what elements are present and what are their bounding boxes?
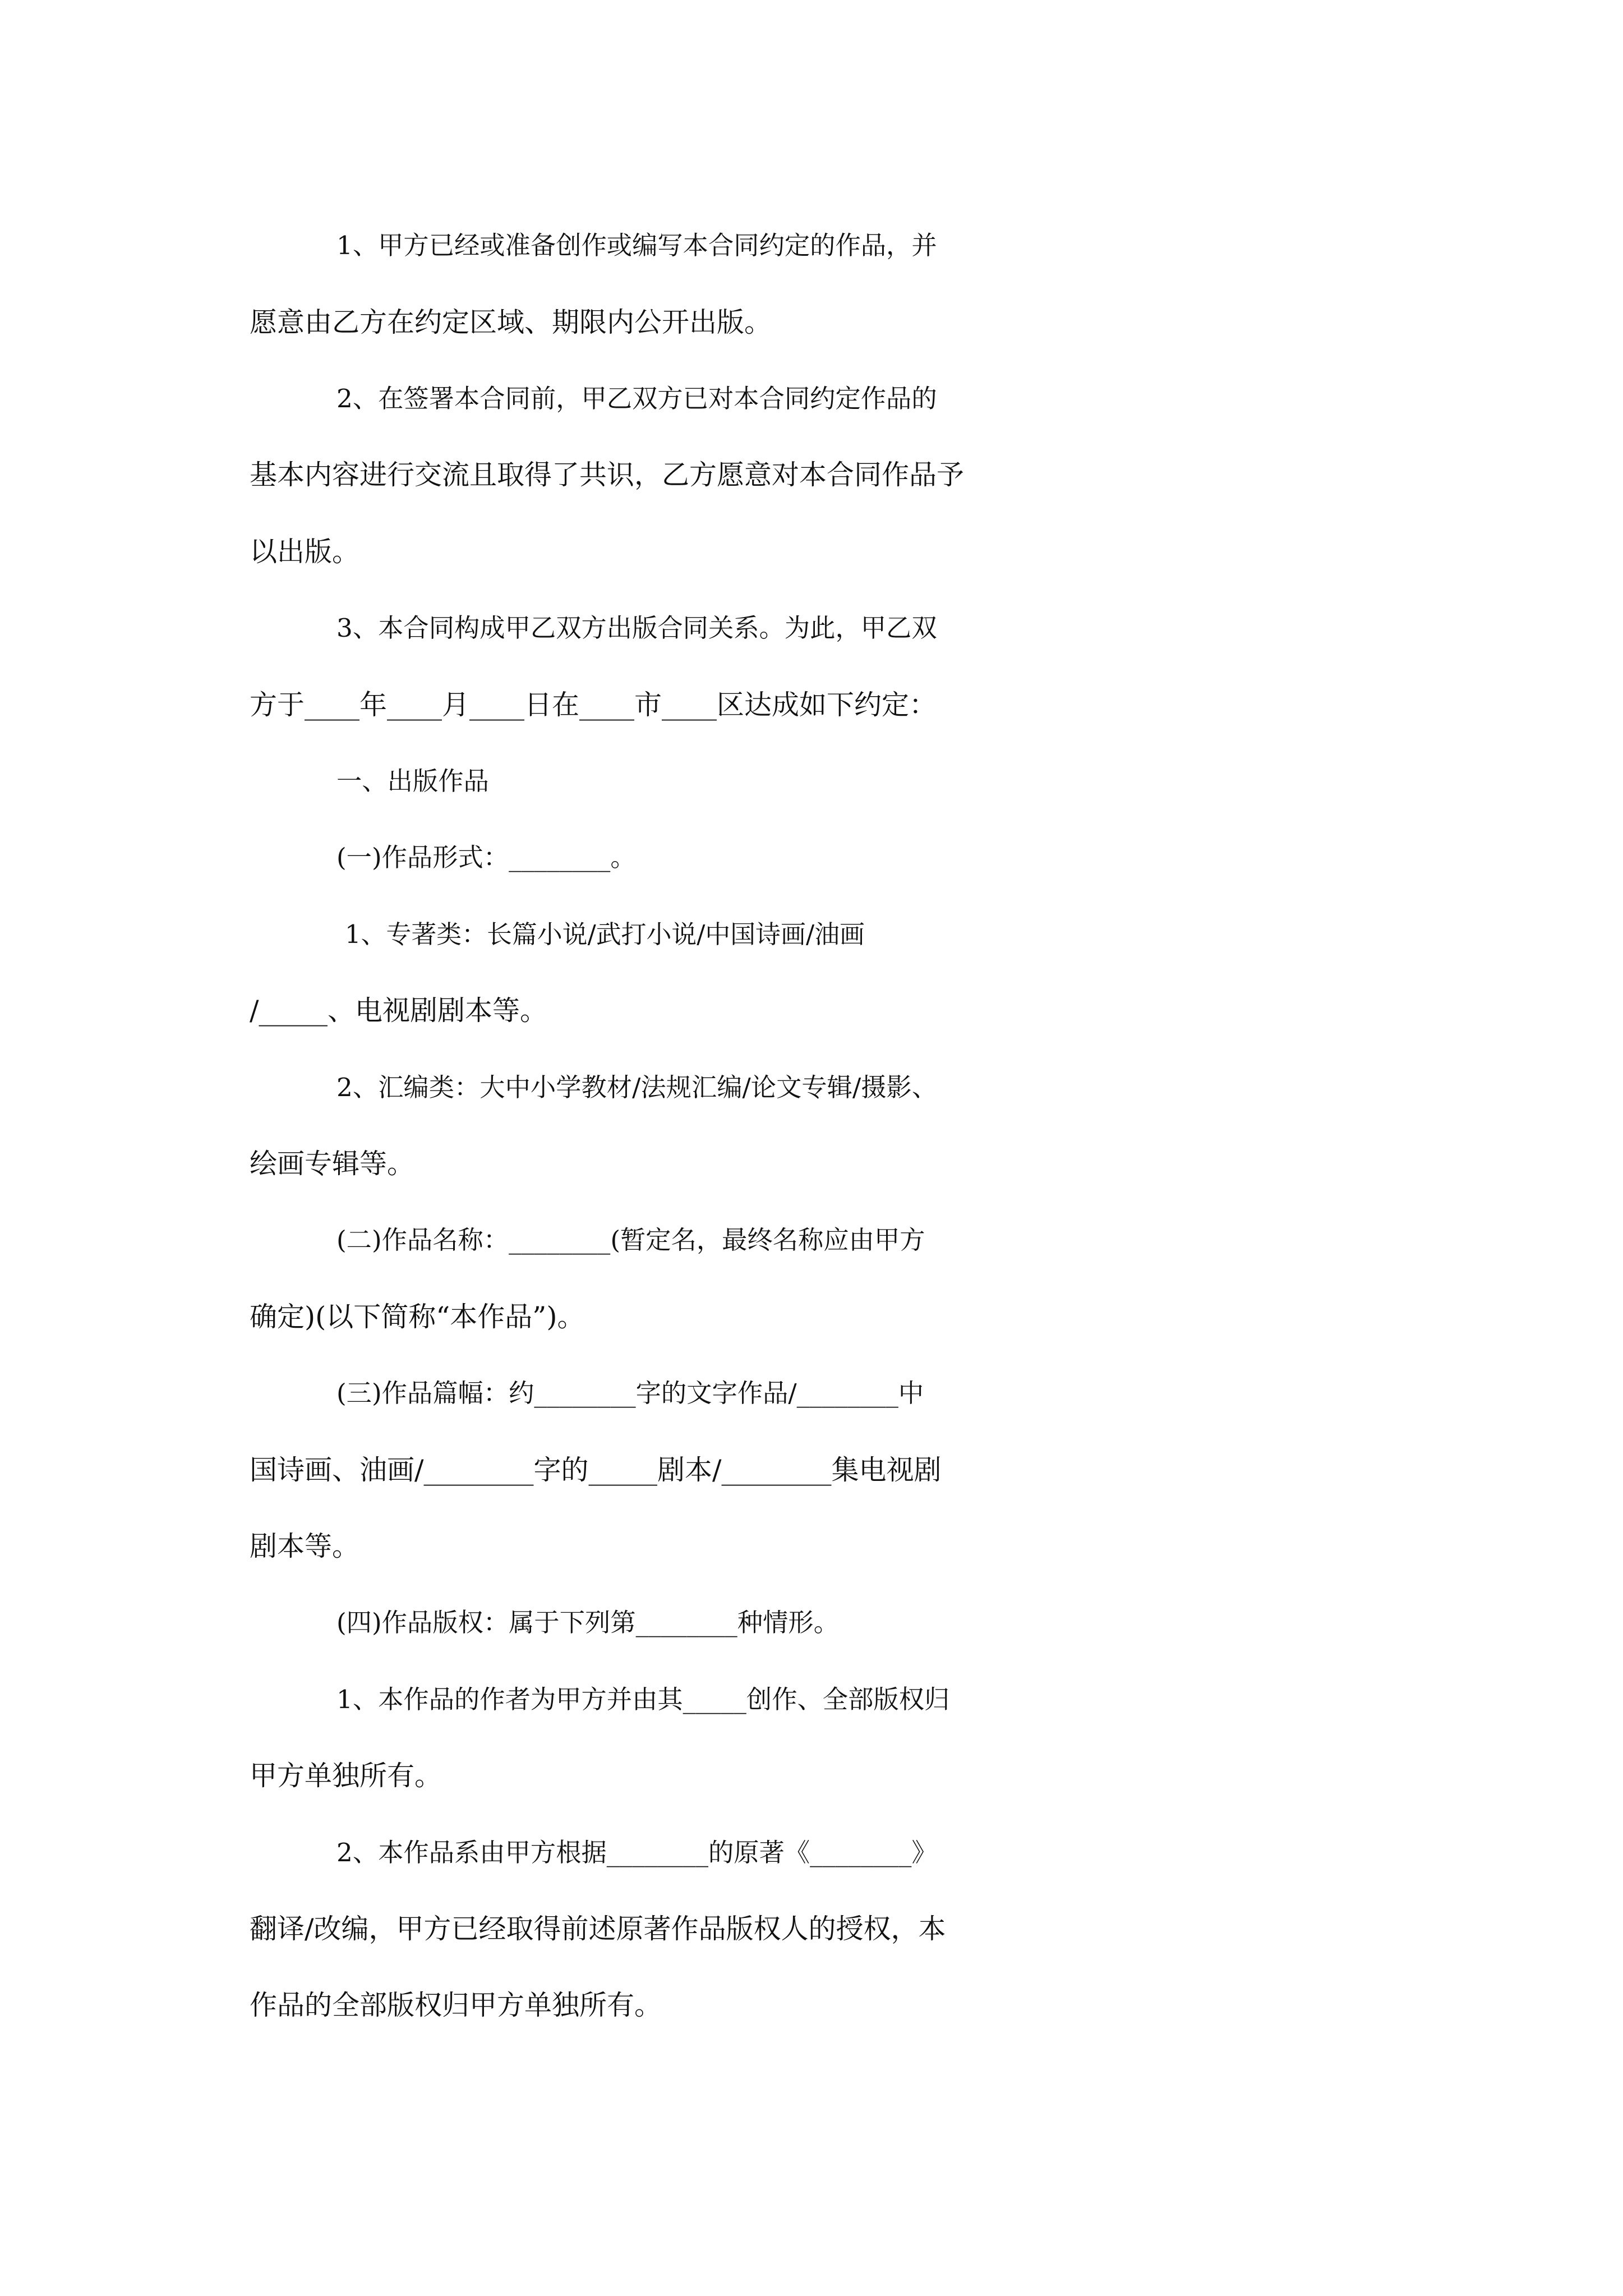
paragraph-line: 2、在签署本合同前，甲乙双方已对本合同约定作品的 [336,384,937,413]
paragraph-line: 国诗画、油画/________字的_____剧本/________集电视剧 [250,1454,942,1486]
paragraph-line: /_____、电视剧剧本等。 [250,995,548,1027]
paragraph-line: 2、汇编类：大中小学教材/法规汇编/论文专辑/摄影、 [336,1073,938,1102]
paragraph-line: (一)作品形式：________。 [336,843,636,872]
paragraph-line: 翻译/改编，甲方已经取得前述原著作品版权人的授权，本 [250,1913,946,1945]
paragraph-line: 以出版。 [250,536,360,568]
paragraph-line: 基本内容进行交流且取得了共识，乙方愿意对本合同作品予 [250,459,965,491]
paragraph-line: 甲方单独所有。 [250,1760,442,1792]
paragraph-line: 1、本作品的作者为甲方并由其_____创作、全部版权归 [336,1685,950,1714]
paragraph-line: 剧本等。 [250,1530,360,1562]
section-heading: 一、出版作品 [336,766,489,796]
paragraph-line: (二)作品名称：________(暂定名，最终名称应由甲方 [336,1225,925,1255]
paragraph-line: 1、甲方已经或准备创作或编写本合同约定的作品，并 [336,231,937,260]
paragraph-line: 1、专著类：长篇小说/武打小说/中国诗画/油画 [345,919,865,949]
paragraph-line: 3、本合同构成甲乙双方出版合同关系。为此，甲乙双 [336,613,937,643]
paragraph-line: 确定)(以下简称“本作品”)。 [250,1301,585,1333]
paragraph-line: (四)作品版权：属于下列第________种情形。 [336,1608,839,1637]
paragraph-line: 方于____年____月____日在____市____区达成如下约定： [250,689,937,721]
paragraph-line: 绘画专辑等。 [250,1148,415,1180]
paragraph-line: 愿意由乙方在约定区域、期限内公开出版。 [250,306,772,338]
paragraph-line: 2、本作品系由甲方根据________的原著《________》 [336,1838,937,1867]
paragraph-line: 作品的全部版权归甲方单独所有。 [250,1989,662,2021]
paragraph-line: (三)作品篇幅：约________字的文字作品/________中 [336,1378,924,1408]
